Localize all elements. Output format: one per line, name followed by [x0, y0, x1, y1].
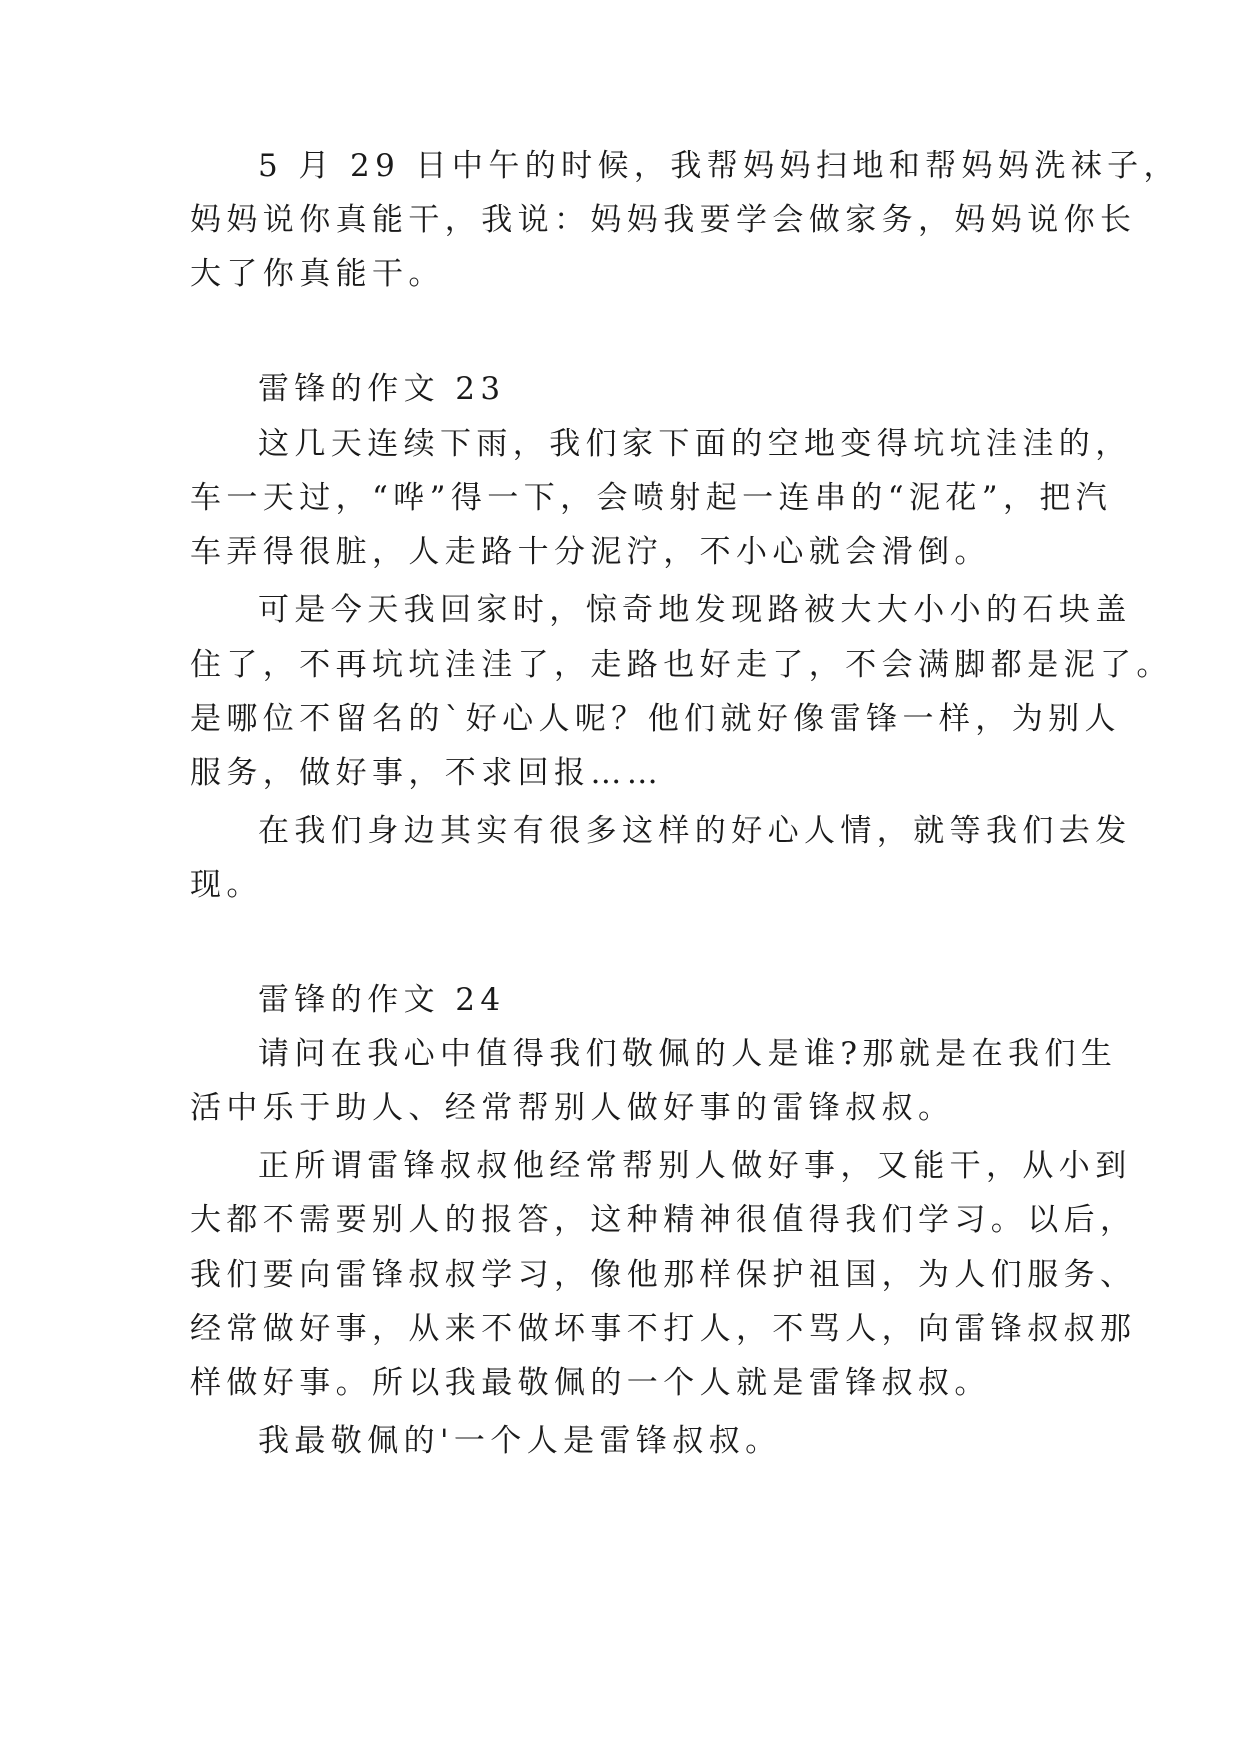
paragraph-line: 样做好事。所以我最敬佩的一个人就是雷锋叔叔。	[190, 1365, 991, 1401]
paragraph-line: 我最敬佩的'一个人是雷锋叔叔。	[258, 1423, 782, 1459]
paragraph-line: 活中乐于助人、经常帮别人做好事的雷锋叔叔。	[190, 1090, 955, 1126]
paragraph-line: 住了，不再坑坑洼洼了，走路也好走了，不会满脚都是泥了。	[190, 647, 1173, 683]
paragraph-line: 车一天过，“哗”得一下，会喷射起一连串的“泥花”，把汽	[190, 480, 1113, 516]
section-heading: 雷锋的作文 24	[258, 982, 506, 1018]
paragraph-line: 这几天连续下雨，我们家下面的空地变得坑坑洼洼的，	[258, 426, 1132, 462]
paragraph-line: 大了你真能干。	[190, 256, 445, 292]
paragraph-line: 大都不需要别人的报答，这种精神很值得我们学习。以后，	[190, 1202, 1137, 1238]
paragraph-line: 经常做好事，从来不做坏事不打人，不骂人，向雷锋叔叔那	[190, 1311, 1137, 1347]
paragraph-line: 可是今天我回家时，惊奇地发现路被大大小小的石块盖	[258, 592, 1132, 628]
paragraph-line: 妈妈说你真能干，我说：妈妈我要学会做家务，妈妈说你长	[190, 202, 1137, 238]
paragraph-line: 现。	[190, 867, 263, 903]
paragraph-line: 正所谓雷锋叔叔他经常帮别人做好事，又能干，从小到	[258, 1148, 1132, 1184]
section-heading: 雷锋的作文 23	[258, 371, 506, 407]
paragraph-line: 我们要向雷锋叔叔学习，像他那样保护祖国，为人们服务、	[190, 1257, 1137, 1293]
paragraph-line: 是哪位不留名的`好心人呢？他们就好像雷锋一样，为别人	[190, 701, 1121, 737]
paragraph-line: 服务，做好事，不求回报……	[190, 755, 664, 791]
paragraph-line: 车弄得很脏，人走路十分泥泞，不小心就会滑倒。	[190, 534, 991, 570]
paragraph-line: 在我们身边其实有很多这样的好心人情，就等我们去发	[258, 813, 1132, 849]
paragraph-line: 请问在我心中值得我们敬佩的人是谁?那就是在我们生	[258, 1036, 1118, 1072]
paragraph-line: 5 月 29 日中午的时候，我帮妈妈扫地和帮妈妈洗袜子，	[258, 148, 1180, 184]
